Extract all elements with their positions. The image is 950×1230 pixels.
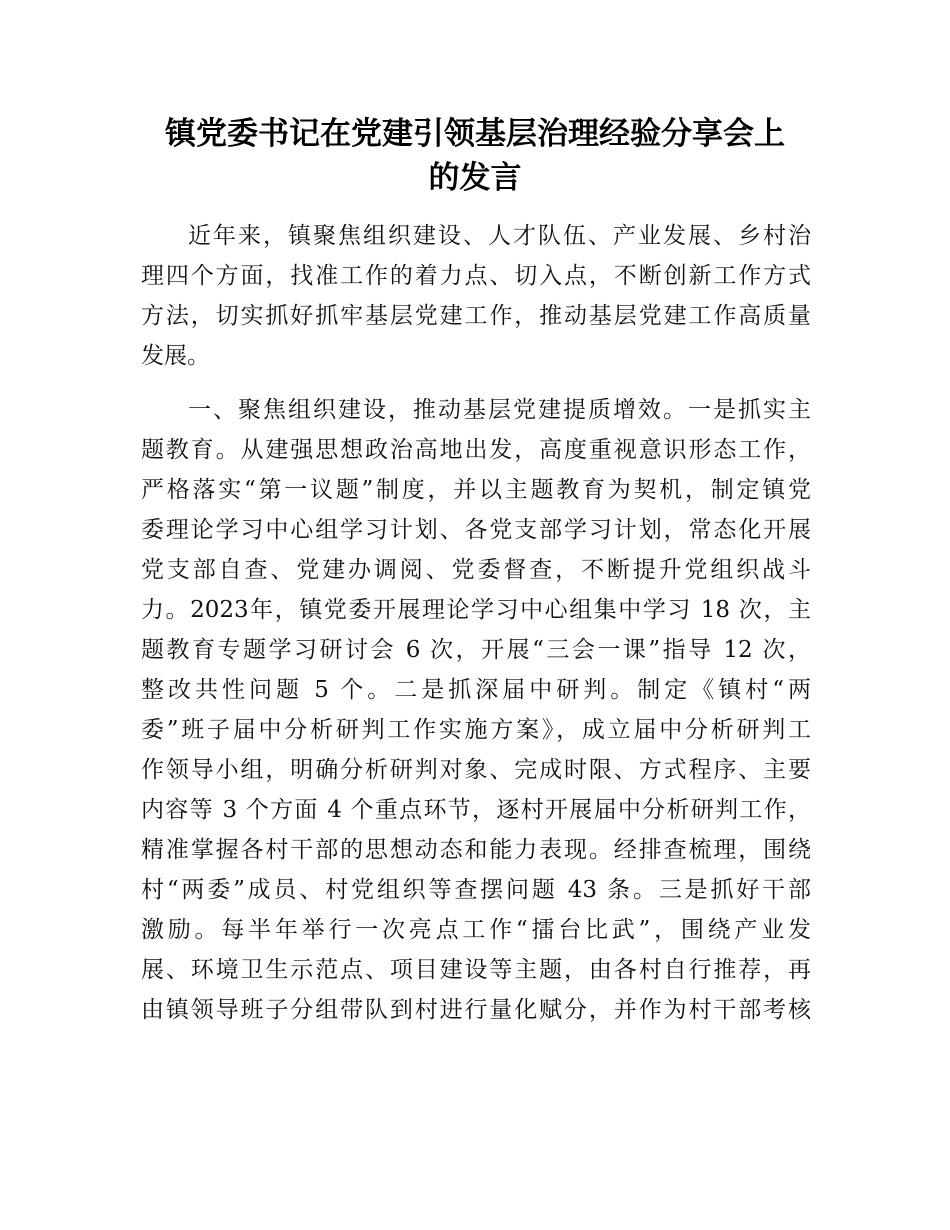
paragraph-line: 整改共性问题 5 个。二是抓深届中研判。制定《镇村“两: [141, 677, 811, 703]
title-line-2: 的发言: [428, 160, 522, 196]
paragraph-line: 题教育专题学习研讨会 6 次，开展“三会一课”指导 12 次，: [141, 637, 811, 663]
paragraph-line: 方法，切实抓好抓牢基层党建工作，推动基层党建工作高质量: [141, 303, 811, 329]
paragraph-line: 委理论学习中心组学习计划、各党支部学习计划，常态化开展: [141, 517, 811, 543]
paragraph-line: 内容等 3 个方面 4 个重点环节，逐村开展届中分析研判工作，: [141, 797, 811, 823]
paragraph-line: 发展。: [141, 343, 210, 369]
paragraph-line: 理四个方面，找准工作的着力点、切入点，不断创新工作方式: [141, 263, 811, 289]
paragraph-line: 精准掌握各村干部的思想动态和能力表现。经排查梳理，围绕: [141, 837, 811, 863]
paragraph-line: 严格落实“第一议题”制度，并以主题教育为契机，制定镇党: [141, 477, 811, 503]
paragraph-line: 一、聚焦组织建设，推动基层党建提质增效。一是抓实主: [188, 397, 811, 423]
document-title: [140, 112, 810, 200]
document-body: [141, 216, 811, 1030]
paragraph-line: 作领导小组，明确分析研判对象、完成时限、方式程序、主要: [141, 757, 811, 783]
title-line-1: 镇党委书记在党建引领基层治理经验分享会上: [165, 116, 785, 152]
paragraph-line: 题教育。从建强思想政治高地出发，高度重视意识形态工作，: [141, 437, 811, 463]
paragraph-section-1: [141, 390, 811, 1030]
paragraph-intro: [141, 216, 811, 376]
paragraph-line: 由镇领导班子分组带队到村进行量化赋分，并作为村干部考核: [141, 997, 811, 1023]
paragraph-line: 力。2023年，镇党委开展理论学习中心组集中学习 18 次，主: [141, 597, 811, 623]
paragraph-line: 激励。每半年举行一次亮点工作“擂台比武”，围绕产业发: [141, 917, 811, 943]
paragraph-line: 近年来，镇聚焦组织建设、人才队伍、产业发展、乡村治: [188, 223, 811, 249]
paragraph-spacer: [141, 376, 811, 390]
paragraph-line: 展、环境卫生示范点、项目建设等主题，由各村自行推荐，再: [141, 957, 811, 983]
paragraph-line: 村“两委”成员、村党组织等查摆问题 43 条。三是抓好干部: [141, 877, 811, 903]
paragraph-line: 委”班子届中分析研判工作实施方案》，成立届中分析研判工: [141, 717, 811, 743]
paragraph-line: 党支部自查、党建办调阅、党委督查，不断提升党组织战斗: [141, 557, 811, 583]
